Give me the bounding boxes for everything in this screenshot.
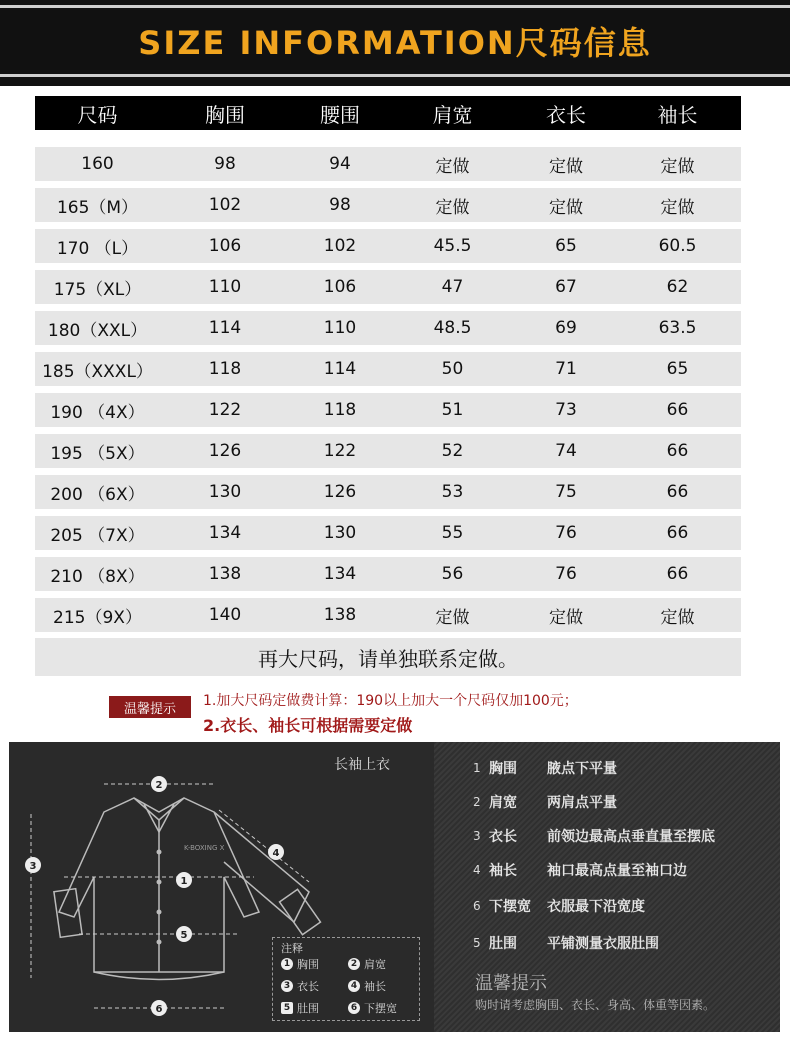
cell-sleeve: 66 [666, 441, 689, 461]
cell-chest: 140 [208, 605, 242, 625]
header-chest: 胸围 [205, 102, 245, 127]
cell-size: 165（M） [56, 197, 139, 218]
header-waist: 腰围 [320, 102, 360, 127]
guide-item [473, 896, 645, 916]
table-row [35, 352, 741, 386]
page-title: SIZE INFORMATION尺码信息 [138, 24, 652, 62]
cell-chest: 98 [214, 154, 236, 174]
table-row [35, 475, 741, 509]
cell-shoulder: 51 [441, 400, 464, 420]
legend-item [348, 978, 386, 994]
tip-badge: 温馨提示 [109, 696, 191, 718]
guide-desc: 袖口最高点量至袖口边 [547, 863, 687, 879]
cell-length: 74 [555, 441, 577, 461]
cell-sleeve: 66 [666, 400, 689, 420]
cell-waist: 118 [323, 400, 357, 420]
header-size: 尺码 [77, 102, 118, 127]
cell-shoulder: 55 [441, 523, 464, 543]
table-row [35, 598, 741, 632]
cell-size: 205 （7X） [50, 525, 145, 546]
guide-number: 2 [473, 795, 481, 809]
table-row [35, 270, 741, 304]
guide-desc: 前领边最高点垂直量至摆底 [547, 829, 715, 845]
guide-name: 肩宽 [489, 795, 517, 811]
cell-shoulder: 50 [441, 359, 464, 379]
cell-shoulder: 48.5 [433, 318, 472, 338]
table-row [35, 188, 741, 222]
cell-size: 170 （L） [56, 238, 139, 259]
cell-waist: 110 [323, 318, 357, 338]
table-row [35, 147, 741, 181]
cell-waist: 138 [323, 605, 357, 625]
legend-box [272, 937, 420, 1021]
cell-size: 180（XXL） [47, 320, 148, 341]
legend-label: 衣长 [297, 980, 319, 993]
table-row [35, 557, 741, 591]
guide-desc: 腋点下平量 [547, 761, 617, 777]
cell-size: 190 （4X） [50, 402, 145, 423]
legend-item [281, 956, 319, 972]
cell-shoulder: 56 [441, 564, 464, 584]
legend-number-icon: 5 [281, 1002, 293, 1014]
legend-label: 肩宽 [364, 958, 386, 971]
guide-item [473, 758, 617, 778]
cell-length: 定做 [549, 607, 583, 628]
legend-item [348, 1000, 397, 1016]
cell-length: 71 [555, 359, 577, 379]
cell-shoulder: 定做 [435, 156, 470, 177]
guide-name: 袖长 [489, 863, 517, 879]
table-row [35, 434, 741, 468]
cell-size: 210 （8X） [50, 566, 145, 587]
cell-length: 73 [555, 400, 577, 420]
cell-size: 160 [81, 154, 114, 174]
cell-chest: 118 [208, 359, 242, 379]
table-row [35, 516, 741, 550]
legend-number-icon: 4 [348, 980, 360, 992]
cell-chest: 126 [208, 441, 242, 461]
header-length: 衣长 [546, 102, 586, 127]
legend-item [281, 978, 319, 994]
guide-item [473, 860, 687, 880]
guide-item [473, 826, 715, 846]
table-row [35, 393, 741, 427]
legend-title: 注释 [281, 942, 303, 955]
cell-chest: 138 [208, 564, 242, 584]
cell-length: 75 [555, 482, 577, 502]
warm-tip-title: 温馨提示 [475, 973, 547, 994]
cell-shoulder: 定做 [435, 607, 470, 628]
cell-sleeve: 65 [666, 359, 689, 379]
garment-title: 长袖上衣 [334, 757, 390, 773]
marker-3-label: 3 [29, 861, 37, 872]
cell-shoulder: 52 [441, 441, 464, 461]
marker-1-label: 1 [180, 876, 188, 887]
cell-length: 定做 [549, 197, 583, 218]
cell-chest: 102 [208, 195, 242, 215]
cell-shoulder: 定做 [435, 197, 470, 218]
title-top-rule [0, 5, 790, 8]
tip-line-2: 2.衣长、袖长可根据需要定做 [203, 716, 413, 735]
legend-item [281, 1000, 319, 1016]
cell-shoulder: 47 [441, 277, 464, 297]
marker-2-label: 2 [155, 780, 163, 791]
table-row [35, 311, 741, 345]
cell-shoulder: 45.5 [433, 236, 472, 256]
legend-label: 肚围 [297, 1002, 319, 1015]
guide-desc: 衣服最下沿宽度 [547, 899, 645, 915]
guide-number: 3 [473, 829, 481, 843]
cell-waist: 102 [323, 236, 357, 256]
cell-sleeve: 定做 [660, 607, 695, 628]
marker-5-label: 5 [180, 930, 188, 941]
brand-mark: K-BOXING X [184, 844, 225, 852]
guide-item [473, 792, 617, 812]
legend-number-icon: 6 [348, 1002, 360, 1014]
title-bottom-rule [0, 74, 790, 77]
cell-length: 65 [555, 236, 577, 256]
cell-sleeve: 63.5 [658, 318, 697, 338]
guide-number: 1 [473, 761, 481, 775]
cell-length: 67 [555, 277, 577, 297]
cell-waist: 126 [323, 482, 357, 502]
size-table-header [35, 96, 741, 130]
cell-chest: 134 [208, 523, 242, 543]
warm-tip-text: 购时请考虑胸围、衣长、身高、体重等因素。 [475, 998, 716, 1012]
marker-6-label: 6 [155, 1004, 163, 1015]
cell-sleeve: 定做 [660, 156, 695, 177]
cell-sleeve: 66 [666, 564, 689, 584]
guide-number: 5 [473, 936, 481, 950]
guide-number: 4 [473, 863, 481, 877]
guide-desc: 两肩点平量 [547, 795, 617, 811]
legend-number-icon: 1 [281, 958, 293, 970]
cell-sleeve: 62 [666, 277, 689, 297]
cell-waist: 98 [329, 195, 351, 215]
cell-size: 215（9X） [53, 607, 142, 628]
cell-chest: 130 [208, 482, 242, 502]
cell-waist: 106 [323, 277, 357, 297]
header-shoulder: 肩宽 [432, 102, 473, 127]
guide-desc: 平铺测量衣服肚围 [547, 936, 659, 952]
cell-waist: 134 [323, 564, 357, 584]
custom-size-note: 再大尺码，请单独联系定做。 [35, 638, 741, 676]
header-sleeve: 袖长 [657, 102, 698, 127]
guide-name: 胸围 [489, 761, 517, 777]
cell-chest: 122 [208, 400, 242, 420]
cell-chest: 114 [208, 318, 242, 338]
tip-line-1: 1.加大尺码定做费计算：190以上加大一个尺码仅加100元； [203, 693, 578, 709]
cell-length: 69 [555, 318, 577, 338]
cell-waist: 94 [329, 154, 351, 174]
cell-sleeve: 60.5 [658, 236, 697, 256]
cell-sleeve: 定做 [660, 197, 695, 218]
legend-item [348, 956, 386, 972]
legend-label: 袖长 [364, 980, 386, 993]
guide-name: 下摆宽 [489, 899, 531, 915]
marker-4-label: 4 [272, 848, 280, 859]
cell-waist: 114 [323, 359, 357, 379]
guide-item [473, 933, 659, 953]
cell-length: 定做 [549, 156, 583, 177]
legend-number-icon: 2 [348, 958, 360, 970]
title-banner [0, 0, 790, 86]
cell-length: 76 [555, 564, 577, 584]
table-row [35, 229, 741, 263]
guide-name: 肚围 [489, 936, 517, 952]
legend-label: 下摆宽 [364, 1002, 397, 1015]
cell-waist: 130 [323, 523, 357, 543]
cell-size: 200 （6X） [50, 484, 145, 505]
cell-shoulder: 53 [441, 482, 464, 502]
cell-sleeve: 66 [666, 523, 689, 543]
cell-size: 185（XXXL） [42, 361, 153, 382]
measurement-diagram-panel [9, 742, 780, 1032]
cell-size: 195 （5X） [50, 443, 145, 464]
cell-length: 76 [555, 523, 577, 543]
legend-label: 胸围 [297, 958, 319, 971]
cell-sleeve: 66 [666, 482, 689, 502]
cell-chest: 106 [208, 236, 242, 256]
legend-number-icon: 3 [281, 980, 293, 992]
guide-name: 衣长 [489, 829, 517, 845]
cell-size: 175（XL） [53, 279, 142, 300]
cell-waist: 122 [323, 441, 357, 461]
guide-number: 6 [473, 899, 481, 913]
cell-chest: 110 [208, 277, 242, 297]
